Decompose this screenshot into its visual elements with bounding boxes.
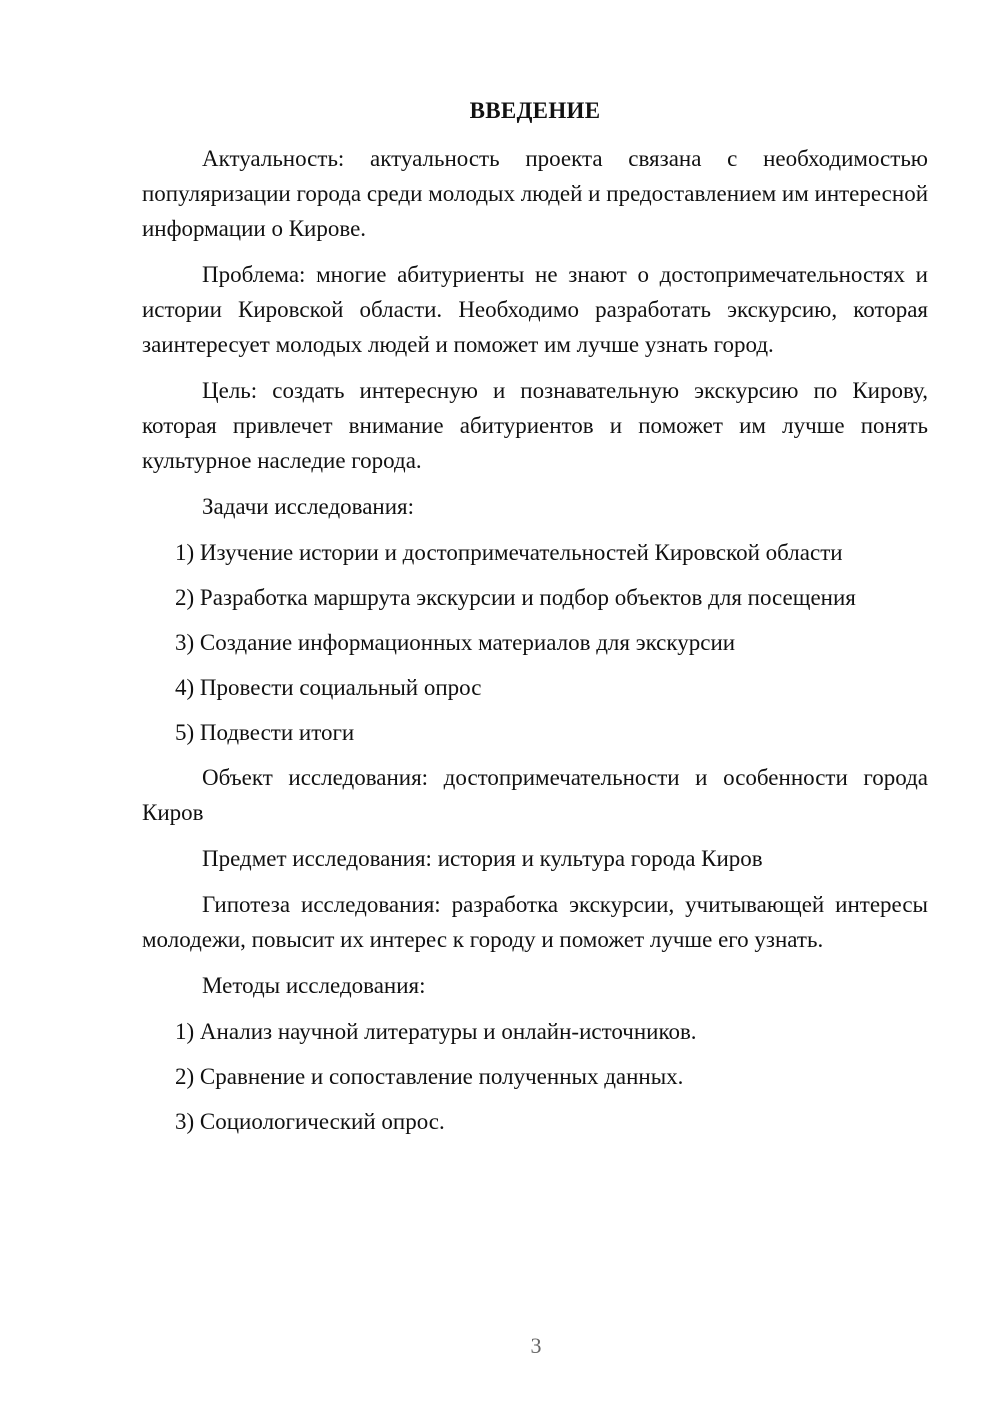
task-item: 2) Разработка маршрута экскурсии и подбор объектов для посещения [175,585,856,610]
object-paragraph: Объект исследования: достопримечательности и особенности города Киров [142,765,928,825]
problem-paragraph: Проблема: многие абитуриенты не знают о достопримечательностях и истории Кировской области. Необходимо разработать экскурсию, которая заинтересует молодых людей и поможет им лучше узнать город. [142,262,928,357]
document-body [142,141,928,1149]
method-item: 2) Сравнение и сопоставление полученных данных. [175,1064,684,1089]
method-item: 1) Анализ научной литературы и онлайн-источников. [175,1019,697,1044]
task-item: 5) Подвести итоги [175,720,355,745]
hypothesis-paragraph: Гипотеза исследования: разработка экскурсии, учитывающей интересы молодежи, повысит их интерес к городу и поможет лучше его узнать. [142,892,928,952]
subject-paragraph: Предмет исследования: история и культура города Киров [202,846,763,871]
method-item: 3) Социологический опрос. [175,1109,445,1134]
section-title: ВВЕДЕНИЕ [469,98,601,123]
task-item: 3) Создание информационных материалов для экскурсии [175,630,736,655]
tasks-heading: Задачи исследования: [202,494,415,519]
page-number: 3 [530,1333,542,1358]
goal-paragraph: Цель: создать интересную и познавательную экскурсию по Кирову, которая привлечет внимание абитуриентов и поможет им лучше понять культурное наследие города. [142,378,928,473]
task-item: 4) Провести социальный опрос [175,675,482,700]
relevance-paragraph: Актуальность: актуальность проекта связана с необходимостью популяризации города среди молодых людей и предоставлением им интересной информации о Кирове. [142,146,928,241]
task-item: 1) Изучение истории и достопримечательностей Кировской области [175,540,843,565]
methods-heading: Методы исследования: [202,973,426,998]
